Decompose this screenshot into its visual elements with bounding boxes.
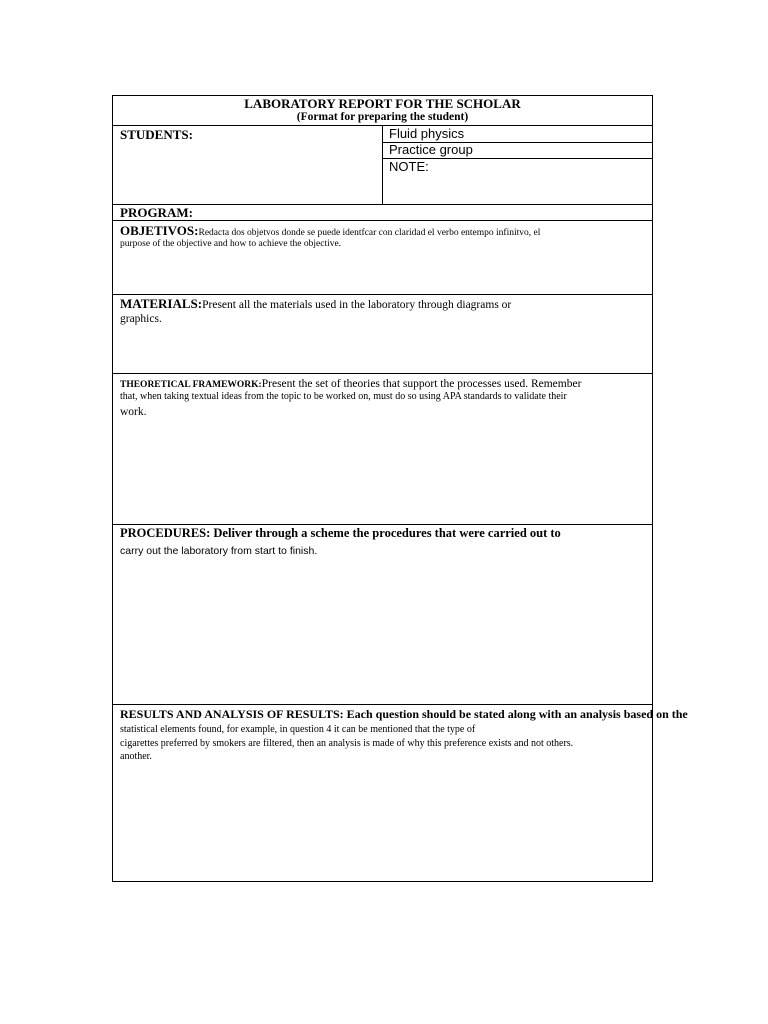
procedures-label: PROCEDURES: Deliver through a scheme the procedures that were carried out to [120,526,561,540]
report-subtitle: (Format for preparing the student) [296,111,469,123]
objectives-line1 [120,222,540,240]
materials-text-1: Present all the materials used in the laboratory through diagrams or [202,299,512,311]
results-section [113,705,688,881]
note-field[interactable]: NOTE: [389,159,429,174]
materials-text-2: graphics. [120,313,162,325]
materials-label: MATERIALS: [120,296,203,311]
results-text-2: statistical elements found, for example, in question 4 it can be mentioned that the type of [120,724,476,735]
header-row [113,96,652,126]
group-cell [383,142,652,159]
objectives-row [113,221,652,295]
report-title: LABORATORY REPORT FOR THE SCHOLAR [244,96,521,111]
results-label: RESULTS AND ANALYSIS OF RESULTS: Each question should be stated along with an analysis based on the [120,707,688,721]
results-text-3: cigarettes preferred by smokers are filtered, then an analysis is made of why this preference exists and not others. [120,738,574,749]
program-row [113,205,652,221]
framework-line1 [120,374,581,392]
objectives-label: OBJETIVOS: [120,223,199,238]
framework-row [113,374,652,525]
program-label: PROGRAM: [120,205,193,220]
framework-label: THEORETICAL FRAMEWORK: [120,380,262,390]
procedures-row [113,525,652,705]
objectives-text-2: purpose of the objective and how to achieve the objective. [120,239,342,249]
materials-line1 [120,295,511,313]
lab-report-form [112,95,688,882]
objectives-text-1: Redacta dos objetvos donde se puede identfcar con claridad el verbo entempo infinitvo, el [198,228,541,238]
group-field[interactable]: Practice group [389,142,473,157]
course-cell [383,126,652,143]
procedures-text-2: carry out the laboratory from start to finish. [120,545,318,557]
framework-text-2: that, when taking textual ideas from the topic to be worked on, must do so using APA standards to validate their [120,391,567,402]
course-field[interactable]: Fluid physics [389,126,465,141]
students-row [113,126,652,205]
framework-text-1: Present the set of theories that support the processes used. Remember [261,378,582,390]
students-label: STUDENTS: [120,127,193,142]
framework-text-3: work. [120,406,147,418]
results-text-4: another. [120,751,152,762]
materials-row [113,295,652,374]
